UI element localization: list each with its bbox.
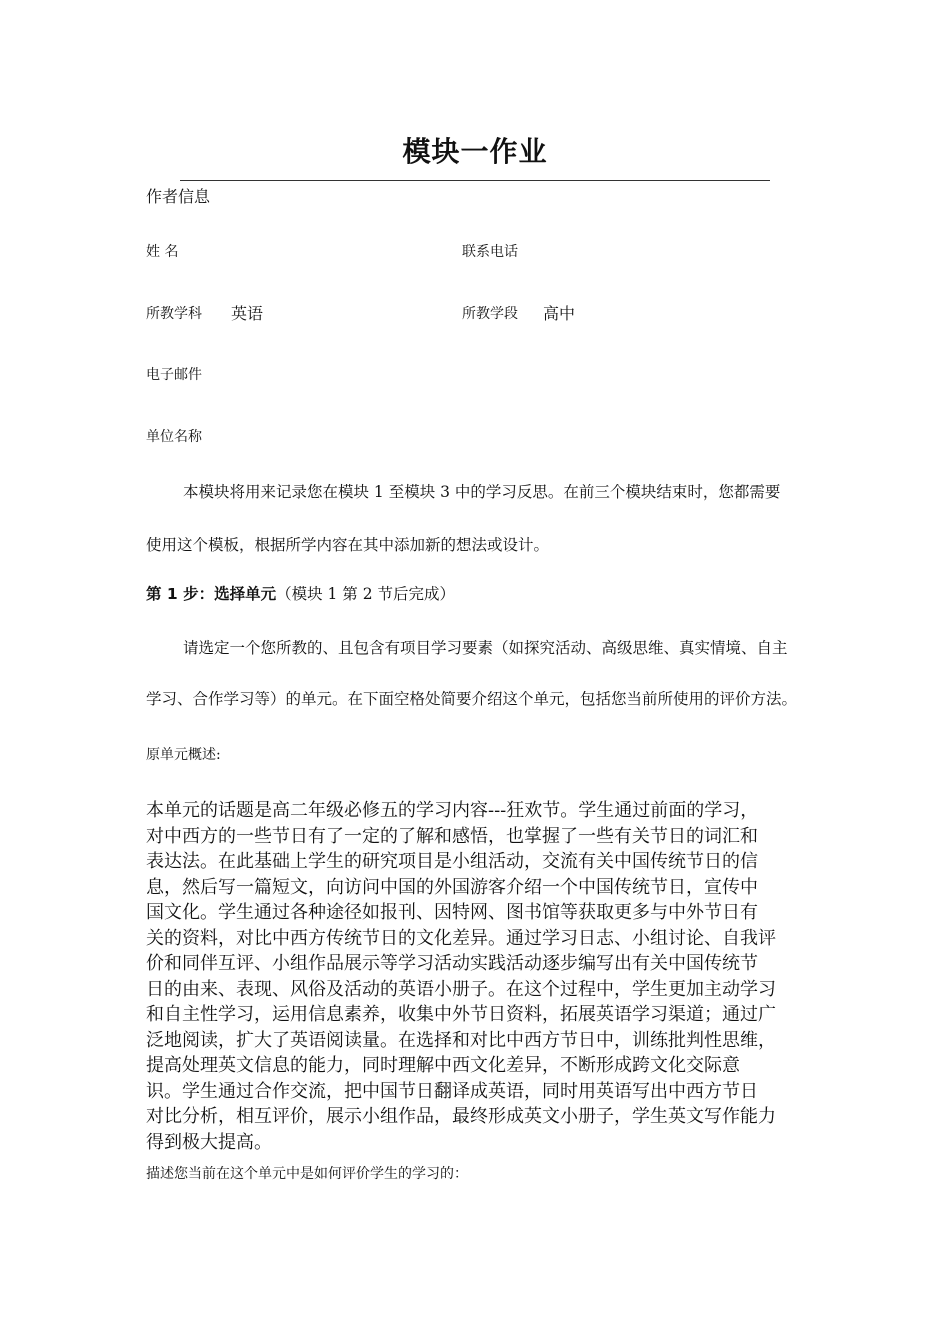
phone-label: 联系电话: [462, 244, 518, 260]
step1-heading-note: （模块 1 第 2 节后完成）: [276, 585, 456, 603]
overview-line: 关的资料，对比中西方传统节日的文化差异。通过学习日志、小组讨论、自我评: [146, 927, 776, 949]
step1-line-2: 学习、合作学习等）的单元。在下面空格处简要介绍这个单元，包括您当前所使用的评价方法。: [146, 690, 798, 708]
overview-line: 价和同伴互评、小组作品展示等学习活动实践活动逐步编写出有关中国传统节: [146, 953, 758, 974]
subject-value: 英语: [231, 304, 264, 323]
overview-line: 提高处理英文信息的能力，同时理解中西文化差异，不断形成跨文化交际意: [146, 1055, 740, 1076]
step1-line-1: 请选定一个您所教的、且包含有项目学习要素（如探究活动、高级思维、真实情境、自主: [183, 639, 788, 657]
grade-value: 高中: [543, 304, 576, 323]
overview-line: 和自主性学习，运用信息素养，收集中外节日资料，拓展英语学习渠道；通过广: [146, 1004, 776, 1025]
overview-line: 对中西方的一些节日有了一定的了解和感悟，也掌握了一些有关节日的词汇和: [146, 825, 758, 847]
overview-text: [146, 798, 806, 1155]
evaluation-label: 描述您当前在这个单元中是如何评价学生的学习的：: [146, 1166, 468, 1182]
unit-name-label: 单位名称: [146, 429, 202, 445]
grade-label: 所教学段: [462, 306, 518, 322]
intro-line-2: 使用这个模板，根据所学内容在其中添加新的想法或设计。: [146, 536, 550, 554]
overview-line: 得到极大提高。: [146, 1131, 272, 1153]
step1-heading: [146, 582, 455, 604]
overview-line: 日的由来、表现、风俗及活动的英语小册子。在这个过程中，学生更加主动学习: [146, 978, 776, 1000]
overview-line: 对比分析，相互评价，展示小组作品，最终形成英文小册子，学生英文写作能力: [146, 1106, 776, 1127]
overview-line: 本单元的话题是高二年级必修五的学习内容---狂欢节。学生通过前面的学习，: [146, 800, 759, 821]
overview-line: 息，然后写一篇短文，向访问中国的外国游客介绍一个中国传统节日，宣传中: [146, 876, 758, 898]
overview-line: 识。学生通过合作交流，把中国节日翻译成英语，同时用英语写出中西方节日: [146, 1080, 758, 1102]
name-label: 姓 名: [146, 244, 179, 260]
email-label: 电子邮件: [146, 367, 202, 383]
overview-line: 泛地阅读，扩大了英语阅读量。在选择和对比中西方节日中，训练批判性思维，: [146, 1029, 776, 1051]
subject-label: 所教学科: [146, 306, 202, 322]
page-title: 模块一作业: [402, 135, 548, 168]
author-info-heading: 作者信息: [146, 187, 211, 206]
intro-line-1: 本模块将用来记录您在模块 1 至模块 3 中的学习反思。在前三个模块结束时，您都需要: [183, 483, 781, 501]
overview-line: 表达法。在此基础上学生的研究项目是小组活动，交流有关中国传统节日的信: [146, 851, 758, 872]
overview-label: 原单元概述:: [146, 747, 221, 763]
overview-line: 国文化。学生通过各种途径如报刊、因特网、图书馆等获取更多与中外节日有: [146, 902, 758, 923]
step1-heading-bold: 第 1 步：选择单元: [146, 585, 277, 603]
title-underline: [180, 180, 770, 181]
